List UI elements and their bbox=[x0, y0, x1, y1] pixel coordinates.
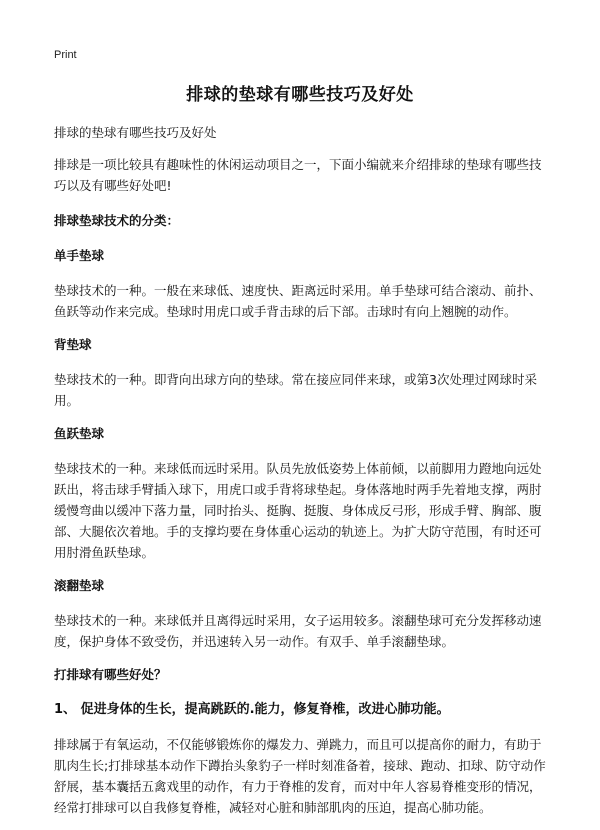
technique-heading: 背垫球 bbox=[54, 337, 92, 352]
technique-heading: 鱼跃垫球 bbox=[54, 426, 105, 441]
intro-paragraph: 排球是一项比较具有趣味性的休闲运动项目之一，下面小编就来介绍排球的垫球有哪些技巧以及有哪些好处吧! bbox=[54, 157, 542, 193]
section-heading-benefits: 打排球有哪些好处？ bbox=[54, 667, 167, 682]
benefit-heading: 1、 促进身体的生长，提高跳跃的.能力，修复脊椎，改进心肺功能。 bbox=[54, 702, 450, 717]
technique-heading: 单手垫球 bbox=[54, 248, 105, 263]
technique-description: 垫球技术的一种。来球低而远时采用。队员先放低姿势上体前倾，以前脚用力蹬地向远处跃出，将击球手臂插入球下，用虎口或手背将球垫起。身体落地时两手先着地支撑，两肘缓慢弯曲以缓冲下落力量，同时抬头、挺胸、挺腹、身体成反弓形，形成手臂、胸部、腹部、大腿依次着地。手的支撑均要在身体重心运动的轨迹上。为扩大防守范围，有时还可用肘滑鱼跃垫球。 bbox=[54, 461, 542, 560]
document-body bbox=[54, 122, 550, 830]
benefit-description: 排球属于有氧运动，不仅能够锻炼你的爆发力、弹跳力，而且可以提高你的耐力，有助于肌肉生长;打排球基本动作下蹲抬头象豹子一样时刻准备着，接球、跑动、扣球、防守动作舒展，基本囊括五禽戏里的动作，有力于脊椎的发育，而对中年人容易脊椎变形的情况，经常打排球可以自我修复脊椎，减轻对心脏和肺部肌肉的压迫，提高心肺功能。 bbox=[54, 737, 546, 815]
technique-description: 垫球技术的一种。来球低并且离得远时采用，女子运用较多。滚翻垫球可充分发挥移动速度，保护身体不致受伤，并迅速转入另一动作。有双手、单手滚翻垫球。 bbox=[54, 613, 542, 649]
technique-description: 垫球技术的一种。即背向出球方向的垫球。常在接应同伴来球，或第3次处理过网球时采用。 bbox=[54, 372, 537, 408]
technique-description: 垫球技术的一种。一般在来球低、速度快、距离远时采用。单手垫球可结合滚动、前扑、鱼跃等动作来完成。垫球时用虎口或手背击球的后下部。击球时有向上翘腕的动作。 bbox=[54, 283, 542, 319]
page-title: 排球的垫球有哪些技巧及好处 bbox=[186, 85, 414, 105]
document-subtitle: 排球的垫球有哪些技巧及好处 bbox=[54, 125, 217, 140]
section-heading-techniques: 排球垫球技术的分类： bbox=[54, 213, 180, 228]
technique-heading: 滚翻垫球 bbox=[54, 578, 105, 593]
print-label[interactable]: Print bbox=[54, 49, 77, 61]
